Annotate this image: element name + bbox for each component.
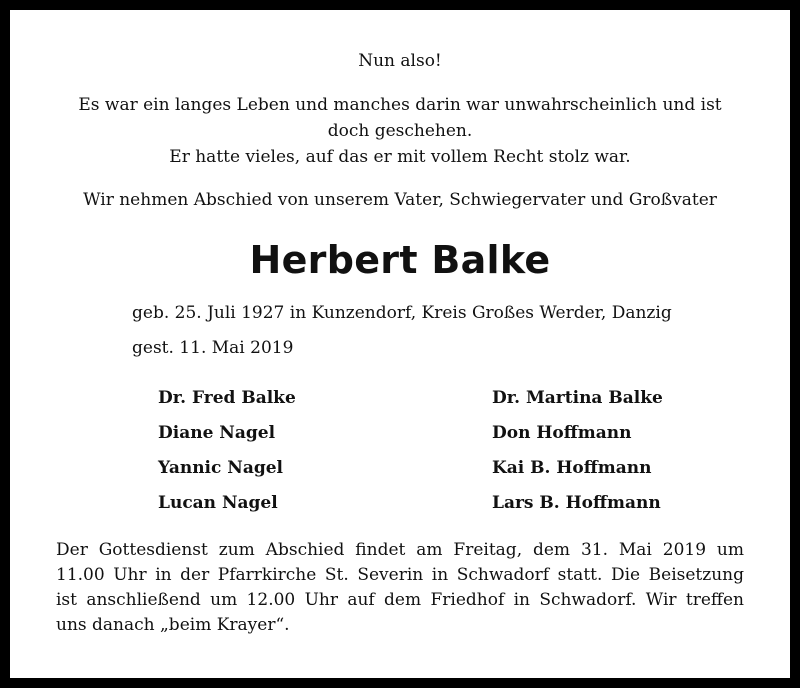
family-member: Yannic Nagel: [158, 458, 283, 478]
family-member: Lars B. Hoffmann: [492, 493, 661, 513]
intro-heading: Nun also!: [358, 51, 442, 71]
deceased-name: Herbert Balke: [249, 238, 551, 282]
service-text-line: 11.00 Uhr in der Pfarrkirche St. Severin in Schwadorf statt. Die Beisetzung: [56, 565, 744, 585]
family-member: Diane Nagel: [158, 423, 276, 443]
birth-info: geb. 25. Juli 1927 in Kunzendorf, Kreis Großes Werder, Danzig: [132, 303, 672, 323]
family-member: Kai B. Hoffmann: [492, 458, 652, 478]
service-info: [56, 538, 744, 638]
intro-text-line: Er hatte vieles, auf das er mit vollem Recht stolz war.: [169, 147, 631, 167]
family-member: Don Hoffmann: [492, 423, 632, 443]
obituary-notice: [10, 10, 790, 678]
family-member: Dr. Martina Balke: [492, 388, 663, 408]
intro-text-line: Es war ein langes Leben und manches darin war unwahrscheinlich und ist: [78, 95, 722, 115]
service-text-line: ist anschließend um 12.00 Uhr auf dem Friedhof in Schwadorf. Wir treffen: [56, 590, 744, 610]
death-info: gest. 11. Mai 2019: [132, 338, 294, 358]
service-text-line: uns danach „beim Krayer“.: [56, 615, 290, 635]
service-text-line: Der Gottesdienst zum Abschied findet am Freitag, dem 31. Mai 2019 um: [56, 540, 744, 560]
intro-text-line: doch geschehen.: [327, 121, 473, 141]
family-member: Dr. Fred Balke: [158, 388, 296, 408]
farewell-text: Wir nehmen Abschied von unserem Vater, Schwiegervater und Großvater: [83, 190, 717, 210]
family-member: Lucan Nagel: [158, 493, 278, 513]
